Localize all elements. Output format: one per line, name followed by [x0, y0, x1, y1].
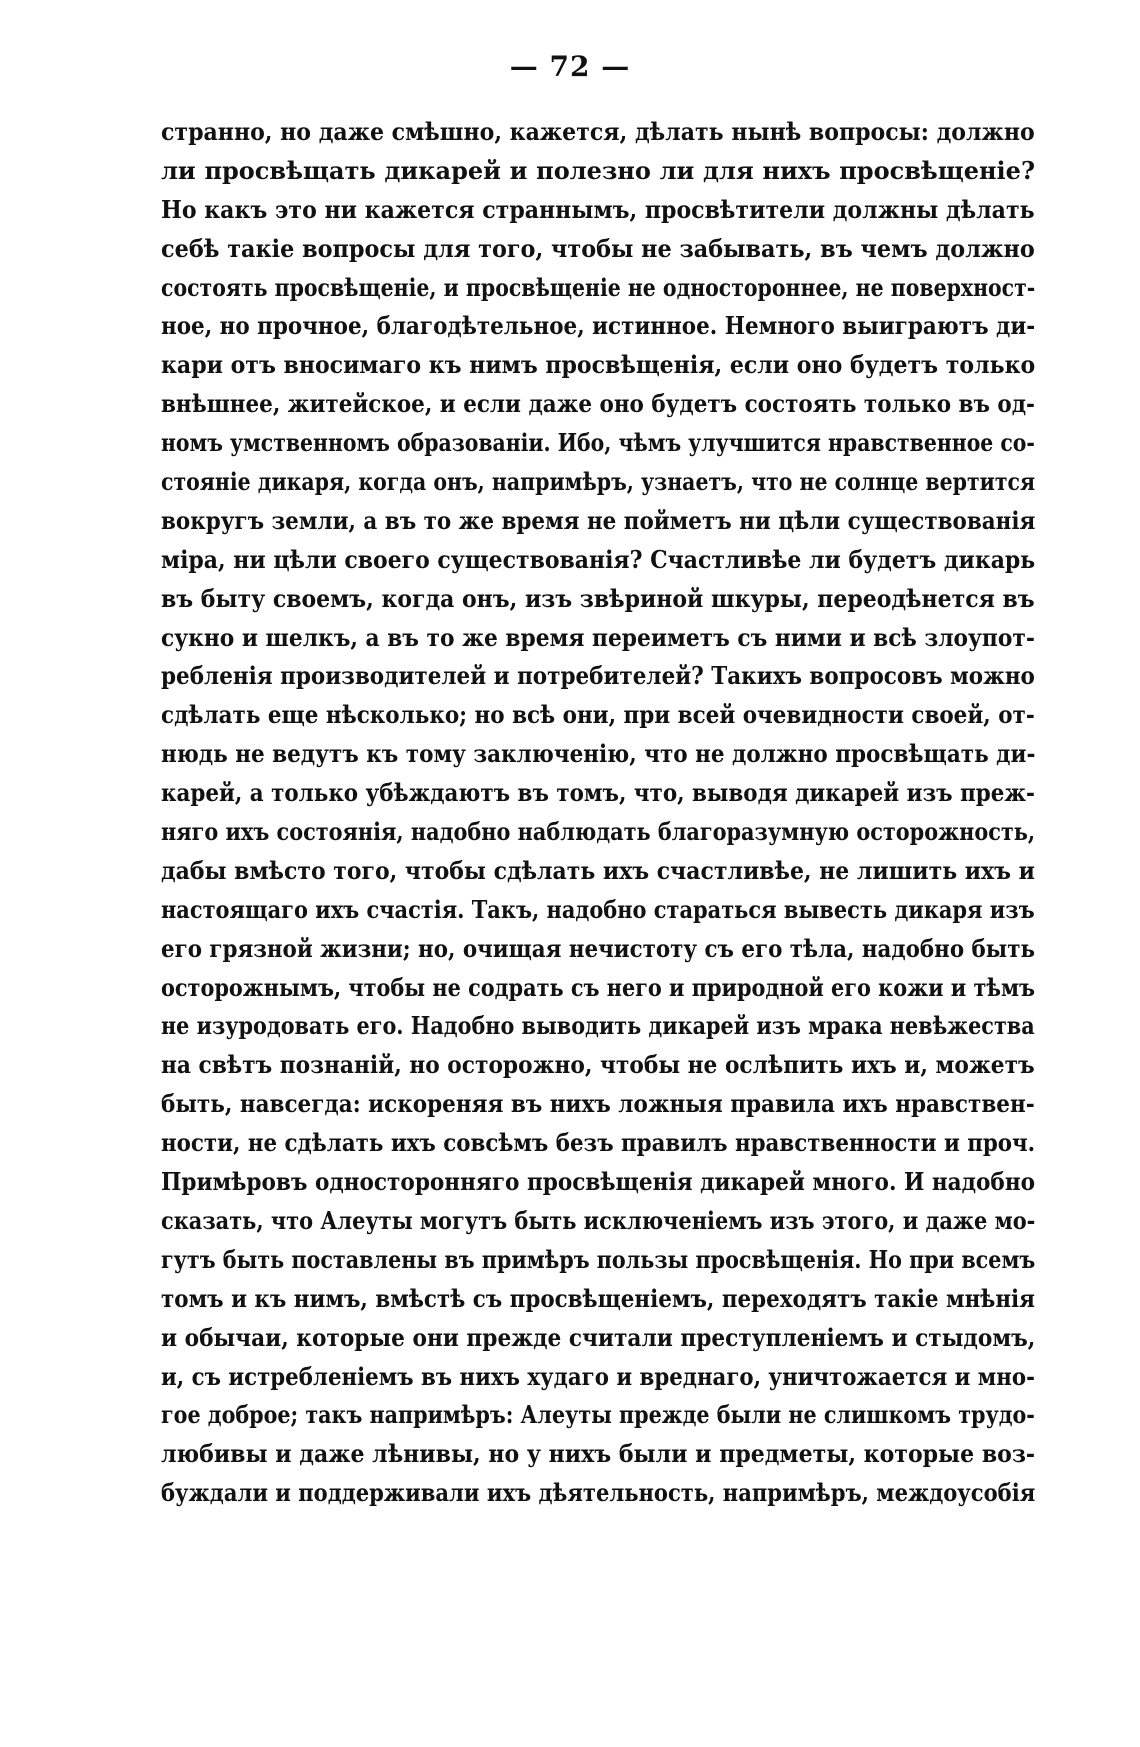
text-line: ли просвѣщать дикарей и полезно ли для нихъ просвѣщеніе?	[161, 155, 1035, 185]
text-line: ребленія производителей и потребителей? Такихъ вопросовъ можно	[161, 661, 1035, 691]
text-line: не изуродовать его. Надобно выводить дикарей изъ мрака невѣжества	[161, 1011, 1035, 1041]
text-line: вокругъ земли, а въ то же время не пойметъ ни цѣли существованія	[161, 505, 1036, 535]
text-line: осторожнымъ, чтобы не содрать съ него и природной его кожи и тѣмъ	[161, 972, 1036, 1002]
text-line: стояніе дикаря, когда онъ, напримѣръ, узнаетъ, что не солнце вертится	[161, 467, 1036, 497]
text-line: быть, навсегда: искореняя въ нихъ ложныя правила ихъ нравствен-	[161, 1089, 1035, 1119]
text-line: и обычаи, которые они прежде считали преступленіемъ и стыдомъ,	[161, 1322, 1036, 1352]
text-line: карей, а только убѣждаютъ въ томъ, что, выводя дикарей изъ преж-	[161, 778, 1035, 808]
text-line: дабы вмѣсто того, чтобы сдѣлать ихъ счастливѣе, не лишить ихъ и	[161, 855, 1035, 885]
text-line: въ быту своемъ, когда онъ, изъ звѣриной шкуры, переодѣнется въ	[161, 583, 1035, 613]
text-line: нюдь не ведутъ къ тому заключенію, что не должно просвѣщать ди-	[161, 739, 1035, 769]
text-line: Примѣровъ односторонняго просвѣщенія дикарей много. И надобно	[161, 1167, 1036, 1197]
text-line: состоять просвѣщеніе, и просвѣщеніе не одностороннее, не поверхност-	[161, 272, 1036, 302]
text-line: сукно и шелкъ, а въ то же время переиметъ съ ними и всѣ злоупот-	[161, 622, 1035, 652]
text-line: себѣ такіе вопросы для того, чтобы не забывать, въ чемъ должно	[161, 233, 1035, 263]
text-line: и, съ истребленіемъ въ нихъ худаго и вреднаго, уничтожается и мно-	[161, 1361, 1035, 1391]
text-line: томъ и къ нимъ, вмѣстѣ съ просвѣщеніемъ, переходятъ такіе мнѣнія	[161, 1283, 1035, 1313]
text-line: сдѣлать еще нѣсколько; но всѣ они, при всей очевидности своей, от-	[161, 700, 1035, 730]
text-line: кари отъ вносимаго къ нимъ просвѣщенія, если оно будетъ только	[161, 350, 1036, 380]
text-line: буждали и поддерживали ихъ дѣятельность, напримѣръ, междоусобія	[161, 1478, 1035, 1508]
text-line: ности, не сдѣлать ихъ совсѣмъ безъ правилъ нравственности и проч.	[161, 1128, 1035, 1158]
body-text	[161, 113, 1035, 1513]
text-line: міра, ни цѣли своего существованія? Счастливѣе ли будетъ дикарь	[161, 544, 1036, 574]
page-number: — 72 —	[509, 50, 631, 83]
text-line: Но какъ это ни кажется страннымъ, просвѣтители должны дѣлать	[161, 194, 1035, 224]
text-line: гутъ быть поставлены въ примѣръ пользы просвѣщенія. Но при всемъ	[161, 1244, 1035, 1274]
text-line: на свѣтъ познаній, но осторожно, чтобы не ослѣпить ихъ и, можетъ	[161, 1050, 1035, 1080]
text-line: номъ умственномъ образованіи. Ибо, чѣмъ улучшится нравственное со-	[161, 428, 1035, 458]
text-line: любивы и даже лѣнивы, но у нихъ были и предметы, которые воз-	[161, 1439, 1036, 1469]
text-line: странно, но даже смѣшно, кажется, дѣлать нынѣ вопросы: должно	[161, 117, 1035, 146]
text-line: гое доброе; такъ напримѣръ: Алеуты прежде были не слишкомъ трудо-	[161, 1400, 1035, 1430]
text-line: ное, но прочное, благодѣтельное, истинное. Немного выиграютъ ди-	[161, 311, 1036, 341]
text-line: сказать, что Алеуты могутъ быть исключеніемъ изъ этого, и даже мо-	[161, 1205, 1035, 1235]
text-line: его грязной жизни; но, очищая нечистоту съ его тѣла, надобно быть	[161, 933, 1035, 963]
text-line: няго ихъ состоянія, надобно наблюдать благоразумную осторожность,	[161, 817, 1036, 847]
text-line: внѣшнее, житейское, и если даже оно будетъ состоять только въ од-	[161, 389, 1035, 419]
text-line: настоящаго ихъ счастія. Такъ, надобно стараться вывесть дикаря изъ	[161, 894, 1035, 924]
